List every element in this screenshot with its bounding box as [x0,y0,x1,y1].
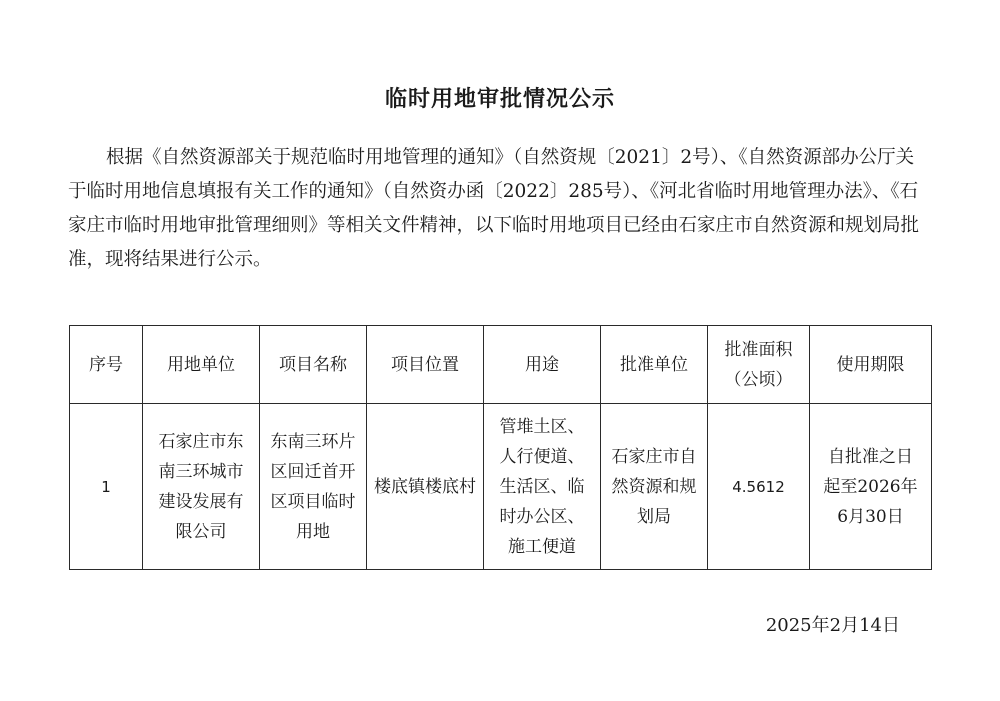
header-area: 批准面积（公顷） [708,326,810,404]
paragraph-line: 准，现将结果进行公示。 [68,249,272,270]
header-purpose: 用途 [484,326,601,404]
paragraph-line: 根据《自然资源部关于规范临时用地管理的通知》（自然资规〔2021〕2号）、《自然资源部办公厅关 [106,147,915,168]
cell-area: 4.5612 [708,404,810,570]
cell-land-unit: 石家庄市东南三环城市建设发展有限公司 [143,404,260,570]
table-row [70,404,932,570]
header-period: 使用期限 [810,326,932,404]
header-location: 项目位置 [367,326,484,404]
approval-table [69,325,932,570]
cell-location: 楼底镇楼底村 [367,404,484,570]
header-approving-unit: 批准单位 [601,326,708,404]
header-land-unit: 用地单位 [143,326,260,404]
cell-period: 自批准之日起至2026年6月30日 [810,404,932,570]
notice-paragraph [68,141,938,277]
cell-seq: 1 [70,404,143,570]
document-date: 2025年2月14日 [765,615,900,636]
cell-project-name: 东南三环片区回迁首开区项目临时用地 [260,404,367,570]
header-project-name: 项目名称 [260,326,367,404]
header-seq: 序号 [70,326,143,404]
paragraph-line: 家庄市临时用地审批管理细则》等相关文件精神，以下临时用地项目已经由石家庄市自然资源和规划局批 [68,215,920,236]
cell-approving-unit: 石家庄市自然资源和规划局 [601,404,708,570]
paragraph-line: 于临时用地信息填报有关工作的通知》（自然资办函〔2022〕285号）、《河北省临时用地管理办法》、《石 [68,181,919,202]
document-title: 临时用地审批情况公示 [384,87,615,112]
table-header-row [70,326,932,404]
cell-purpose: 管堆土区、人行便道、生活区、临时办公区、施工便道 [484,404,601,570]
